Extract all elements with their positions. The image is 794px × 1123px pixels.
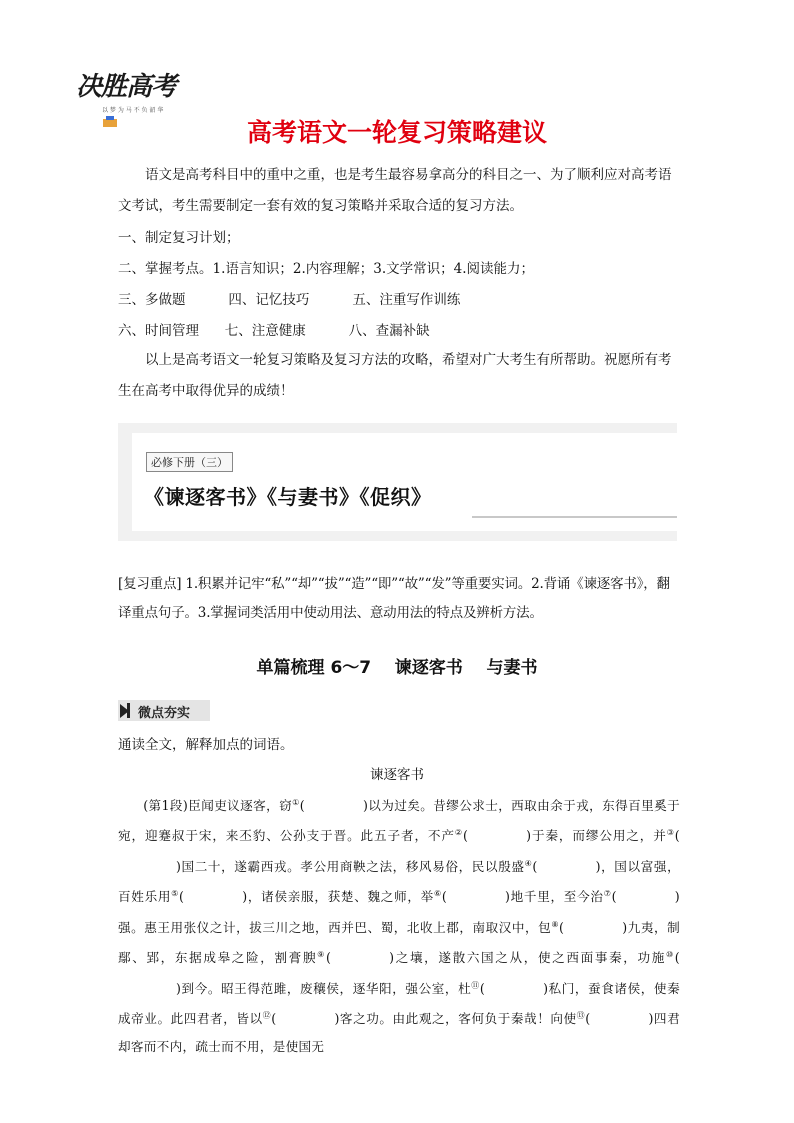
passage-segment: 强。惠王用张仪之计，拔三川之地，西并巴、蜀，北收上郡，南取汉中，包	[118, 920, 552, 936]
passage-segment: 客之功。由此观之，客何负于秦哉！向使	[339, 1011, 577, 1027]
passage-segment: 四君却客而不内，疏士而不用，是使国无	[118, 1011, 680, 1054]
footnote-mark: ④	[524, 858, 533, 868]
instruction: 通读全文，解释加点的词语。	[118, 737, 294, 753]
page-title: 高考语文一轮复习策略建议	[246, 118, 547, 147]
banner-card	[132, 433, 677, 531]
section-tag	[118, 700, 210, 721]
footnote-mark: ①	[292, 798, 300, 807]
volume-tag: 必修下册（三）	[146, 452, 233, 472]
passage-segment: 于秦，而缪公用之，并	[531, 828, 667, 844]
footnote-mark: ②	[454, 828, 463, 838]
footnote-mark: ⑤	[171, 889, 180, 899]
banner-divider	[472, 516, 677, 518]
bar-icon	[127, 703, 130, 718]
footnote-mark: ⑩	[665, 950, 675, 960]
logo-text: 决胜高考	[76, 72, 177, 102]
footnote-mark: ⑫	[262, 1011, 272, 1021]
passage-segment: 国二十，遂霸西戎。孝公用商鞅之法，移风易俗，民以殷盛	[181, 859, 525, 875]
passage-segment: ，诸侯亲服，获楚、魏之师，举	[247, 889, 434, 905]
passage-segment: 九夷，制鄢、郢，东据成皋之险，割膏腴	[118, 920, 680, 966]
review-focus: [复习重点] 1.积累并记牢“私”“却”“拔”“造”“即”“故”“发”等重要实词。2.背诵《谏逐客书》，翻译重点句子。3.掌握词类活用中使动用法、意动用法的特点及辨析方法。	[118, 576, 670, 621]
strategy-line-3: 三、多做题 四、记忆技巧 五、注重写作训练	[118, 292, 461, 308]
footnote-mark: ③	[666, 828, 675, 838]
closing-paragraph: 以上是高考语文一轮复习策略及复习方法的攻略，希望对广大考生有所帮助。祝愿所有考生在高考中取得优异的成绩！	[118, 352, 672, 399]
section-tag-label: 微点夯实	[138, 706, 191, 721]
section-title: 单篇梳理 6～7 谏逐客书 与妻书	[256, 658, 538, 678]
passage-segment: 以为过矣。昔缪公求士，西取由余于戎，东得百里奚于宛，迎蹇叔于宋，来丕豹、公孙支于晋。此五子者，不产	[118, 798, 680, 844]
passage: (第1段)臣闻吏议逐客，窃①( )以为过矣。昔缪公求士，西取由余于戎，东得百里奚于宛，迎蹇叔于宋，来丕豹、公孙支于晋。此五子者，不产②( )于秦，而缪公用之，并③()国二十，遂霸西戎。孝公用商鞅之法，移风易俗，民以殷盛④( )，国以富强，百姓乐用⑤( )，诸侯亲服，获楚、魏之师，举⑥( )地千里，至今治⑦( )强。惠王用张仪之计，拔三川之地，西并巴、蜀，北收上郡，南取汉中，包⑧( )九夷，制鄢、郢，东据成皋之险，割膏腴⑨( )之壤，遂散六国之从，使之西面事秦，功施⑩()到今。昭王得范雎，废穰侯，逐华阳，强公室，杜⑪( )私门，蚕食诸侯，使秦成帝业。此四君者，皆以⑫( )客之功。由此观之，客何负于秦哉！向使⑬( )四君却客而不内，疏士而不用，是使国无	[118, 798, 681, 1054]
footnote-mark: ⑪	[471, 980, 480, 990]
passage-segment: 私门，蚕食诸侯，使秦成帝业。此四君者，皆以	[118, 981, 680, 1027]
footnote-mark: ⑦	[603, 889, 612, 899]
passage-segment: 到今。昭王得范雎，废穰侯，逐华阳，强公室，杜	[181, 981, 472, 997]
passage-segment: ，国以富强，百姓乐用	[118, 859, 680, 905]
footnote-mark: ⑥	[433, 889, 442, 899]
strategy-line-1: 一、制定复习计划；	[118, 230, 240, 246]
passage-segment: (第1段)臣闻吏议逐客，窃	[143, 798, 293, 814]
strategy-line-4: 六、时间管理 七、注意健康 八、查漏补缺	[118, 323, 430, 339]
passage-segment: 之壤，遂散六国之从，使之西面事秦，功施	[394, 950, 666, 966]
text-title: 谏逐客书	[370, 767, 424, 783]
book-banner	[118, 423, 677, 541]
footnote-mark: ⑬	[576, 1011, 586, 1021]
intro-paragraph: 语文是高考科目中的重中之重，也是考生最容易拿高分的科目之一、为了顺利应对高考语文考试，考生需要制定一套有效的复习策略并采取合适的复习方法。	[118, 167, 672, 214]
banner-title: 《谏逐客书》《与妻书》《促织》	[144, 485, 432, 509]
footnote-mark: ⑨	[317, 950, 326, 960]
logo-subtitle: 以 梦 为 马 不 负 韶 华	[102, 107, 164, 114]
strategy-line-2: 二、掌握考点。1.语言知识；2.内容理解；3.文学常识；4.阅读能力；	[118, 261, 535, 277]
footnote-mark: ⑧	[551, 919, 560, 929]
passage-segment: 地千里，至今治	[510, 889, 604, 905]
